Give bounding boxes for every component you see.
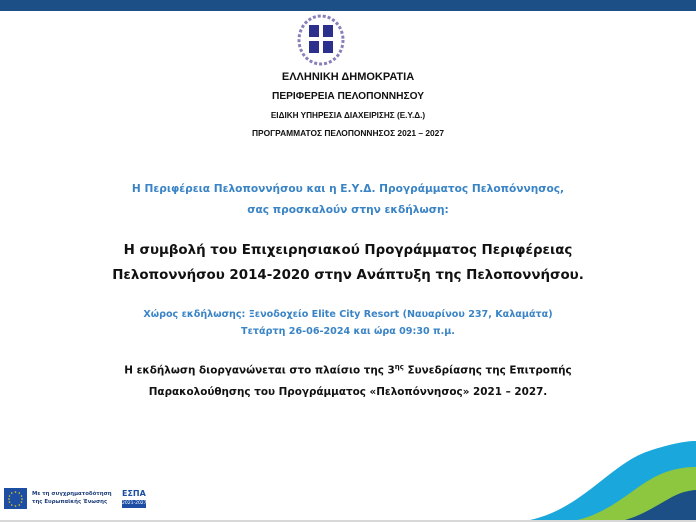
context-superscript: ης	[394, 363, 404, 371]
invitation-line-1: Η Περιφέρεια Πελοποννήσου και η Ε.Υ.Δ. Προγράμματος Πελοπόννησος,	[131, 183, 565, 195]
context-line-2: Παρακολούθησης του Προγράμματος «Πελοπόννησος» 2021 – 2027.	[148, 386, 548, 398]
event-title-line-2: Πελοποννήσου 2014-2020 στην Ανάπτυξη της Πελοποννήσου.	[112, 268, 584, 283]
eu-text-line-1: Με τη συγχρηματοδότηση	[32, 491, 112, 497]
greek-emblem-icon	[296, 14, 346, 66]
footer-logos	[0, 488, 200, 514]
header-line-2: ΠΕΡΙΦΕΡΕΙΑ ΠΕΛΟΠΟΝΝΗΣΟΥ	[271, 91, 425, 102]
context-text-a: Η εκδήλωση διοργανώνεται στο πλαίσιο της 3	[124, 364, 395, 377]
eu-text-line-2: της Ευρωπαϊκής Ένωσης	[32, 499, 108, 505]
top-bar	[0, 0, 696, 11]
espa-logo: ΕΣΠΑ	[122, 489, 146, 498]
context-text-b: Συνεδρίασης της Επιτροπής	[403, 364, 572, 377]
espa-years: 2021-2027	[122, 501, 147, 506]
eu-cofunding-text	[32, 490, 112, 506]
header-line-3: ΕΙΔΙΚΗ ΥΠΗΡΕΣΙΑ ΔΙΑΧΕΙΡΙΣΗΣ (Ε.Υ.Δ.)	[270, 111, 426, 120]
invitation-line-2: σας προσκαλούν στην εκδήλωση:	[247, 204, 449, 216]
venue-location: Χώρος εκδήλωσης: Ξενοδοχείο Elite City Resort (Ναυαρίνου 237, Καλαμάτα)	[143, 309, 553, 320]
venue-datetime: Τετάρτη 26-06-2024 και ώρα 09:30 π.μ.	[241, 326, 455, 337]
decorative-waves	[516, 437, 696, 522]
event-title-line-1: Η συμβολή του Επιχειρησιακού Προγράμματος Περιφέρειας	[123, 243, 573, 258]
context-line-1	[0, 363, 696, 376]
header-line-1: ΕΛΛΗΝΙΚΗ ΔΗΜΟΚΡΑΤΙΑ	[281, 71, 415, 83]
eu-flag-icon	[4, 488, 27, 509]
header-line-4: ΠΡΟΓΡΑΜΜΑΤΟΣ ΠΕΛΟΠΟΝΝΗΣΟΣ 2021 – 2027	[251, 128, 444, 138]
